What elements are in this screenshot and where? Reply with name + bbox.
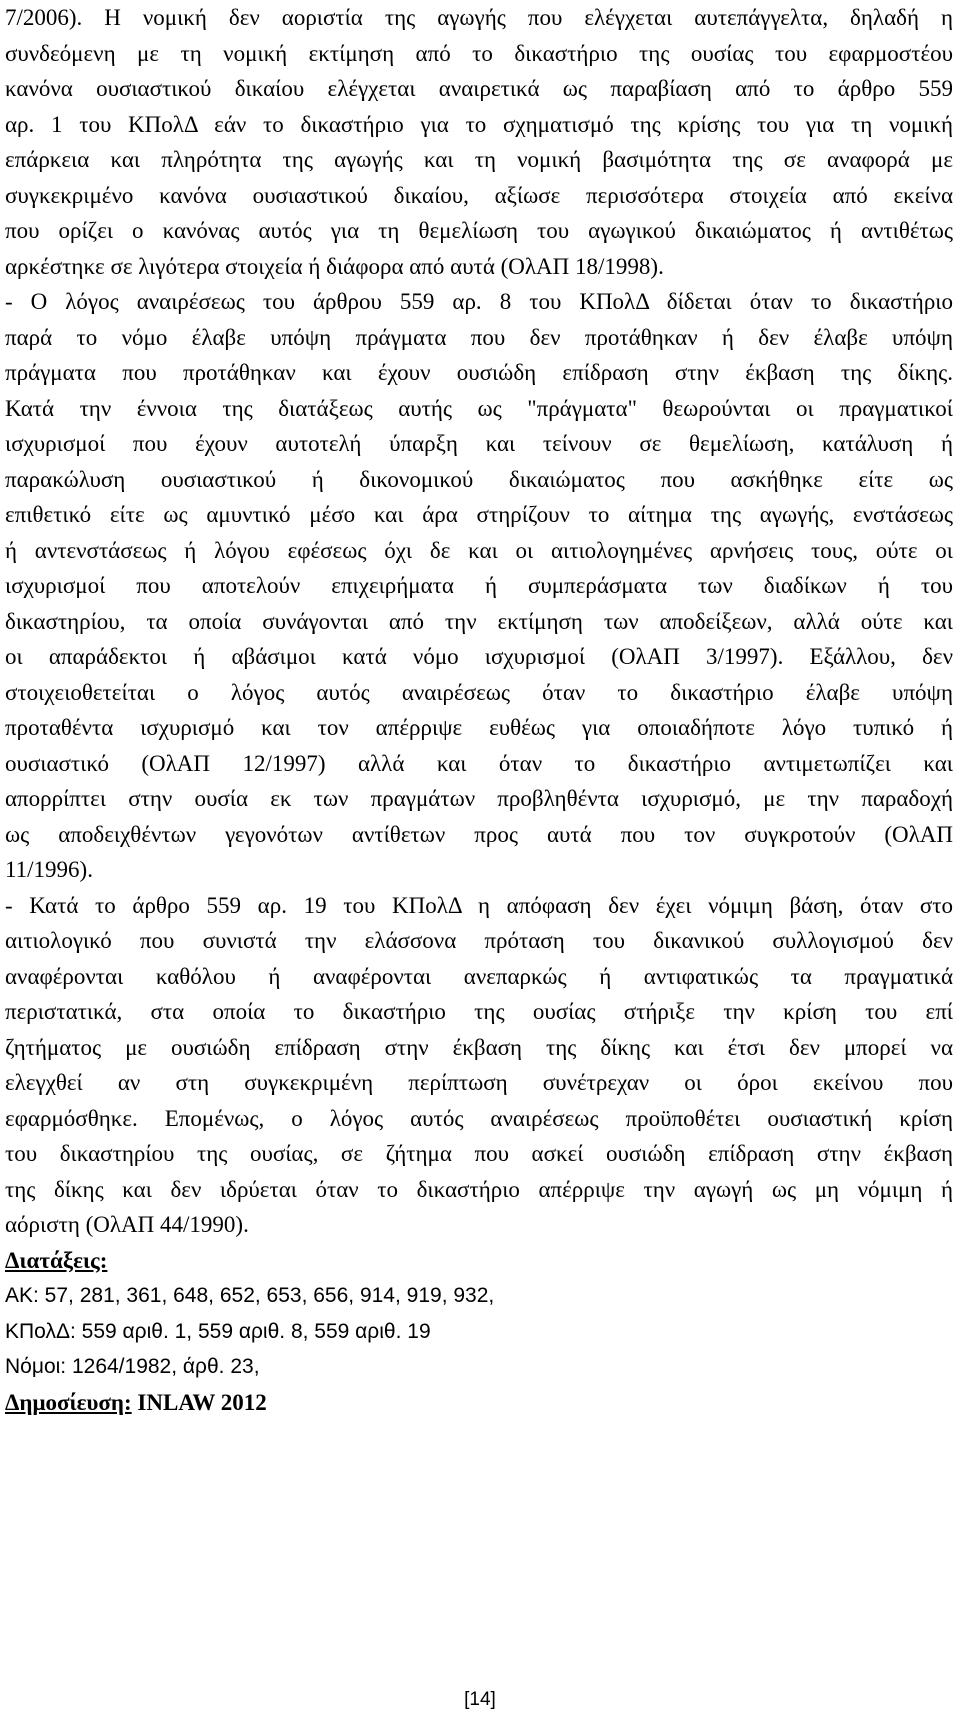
text-line: ουσιαστικό (ΟλΑΠ 12/1997) αλλά και όταν το δικαστήριο αντιμετωπίζει και	[5, 750, 953, 776]
text-line: - Κατά το άρθρο 559 αρ. 19 του ΚΠολΔ η απόφαση δεν έχει νόμιμη βάση, όταν στο	[5, 892, 953, 918]
text-line: της δίκης και δεν ιδρύεται όταν το δικαστήριο απέρριψε την αγωγή ως μη νόμιμη ή	[5, 1176, 953, 1202]
text-line: ή αντενστάσεως ή λόγου εφέσεως όχι δε και οι αιτιολογημένες αρνήσεις τους, ούτε οι	[5, 537, 953, 563]
text-line: ισχυρισμοί που αποτελούν επιχειρήματα ή συμπεράσματα των διαδίκων ή του	[5, 573, 953, 598]
text-line: συγκεκριμένο κανόνα ουσιαστικού δικαίου, αξίωσε περισσότερα στοιχεία από εκείνα	[5, 182, 953, 208]
text-line: ελεγχθεί αν στη συγκεκριμένη περίπτωση συνέτρεχαν οι όροι εκείνου που	[5, 1070, 953, 1095]
publication-line	[5, 1385, 953, 1421]
text-line: αόριστη (ΟλΑΠ 44/1990).	[5, 1212, 249, 1237]
paragraph-legal-vagueness	[5, 0, 953, 284]
text-line: ως αποδειχθέντων γεγονότων αντίθετων προς αυτά που τον συγκροτούν (ΟλΑΠ	[5, 821, 953, 847]
provision-line: Νόμοι: 1264/1982, άρθ. 23,	[5, 1355, 260, 1378]
text-line: επάρκεια και πληρότητα της αγωγής και τη νομική βασιμότητα της σε αναφορά με	[5, 147, 953, 172]
text-line: παρακώλυση ουσιαστικού ή δικονομικού δικαιώματος που ασκήθηκε είτε ως	[5, 466, 953, 492]
paragraph-article-559-19	[5, 888, 953, 1243]
text-line: αρκέστηκε σε λιγότερα στοιχεία ή διάφορα από αυτά (ΟλΑΠ 18/1998).	[5, 253, 664, 279]
text-line: του δικαστηρίου της ουσίας, σε ζήτημα που ασκεί ουσιώδη επίδραση στην έκβαση	[5, 1141, 953, 1166]
text-line: εφαρμόσθηκε. Επομένως, ο λόγος αυτός αναιρέσεως προϋποθέτει ουσιαστική κρίση	[5, 1105, 953, 1131]
text-line: αναφέρονται καθόλου ή αναφέρονται ανεπαρκώς ή αντιφατικώς τα πραγματικά	[5, 963, 953, 989]
text-line: επιθετικό είτε ως αμυντικό μέσο και άρα στηρίζουν το αίτημα της αγωγής, ενστάσεως	[5, 502, 953, 527]
text-line: που ορίζει ο κανόνας αυτός για τη θεμελίωση του αγωγικού δικαιώματος ή αντιθέτως	[5, 218, 953, 243]
publication-value: INLAW 2012	[131, 1389, 267, 1415]
text-line: περιστατικά, στα οποία το δικαστήριο της ουσίας στήριξε την κρίση του επί	[5, 999, 953, 1024]
text-line: 11/1996).	[5, 857, 93, 882]
text-line: δικαστηρίου, τα οποία συνάγονται από την εκτίμηση των αποδείξεων, αλλά ούτε και	[5, 608, 953, 634]
text-line: - Ο λόγος αναιρέσεως του άρθρου 559 αρ. 8 του ΚΠολΔ δίδεται όταν το δικαστήριο	[5, 289, 953, 314]
text-line: απορρίπτει στην ουσία εκ των πραγμάτων προβληθέντα ισχυρισμό, με την παραδοχή	[5, 786, 953, 811]
publication-label: Δημοσίευση:	[5, 1389, 132, 1415]
text-line: οι απαράδεκτοι ή αβάσιμοι κατά νόμο ισχυρισμοί (ΟλΑΠ 3/1997). Εξάλλου, δεν	[5, 644, 953, 669]
provision-line: ΑΚ: 57, 281, 361, 648, 652, 653, 656, 914, 919, 932,	[5, 1284, 495, 1307]
provisions-heading-line	[5, 1243, 953, 1279]
text-line: συνδεόμενη με τη νομική εκτίμηση από το δικαστήριο της ουσίας του εφαρμοστέου	[5, 40, 953, 66]
provisions-section	[5, 1243, 953, 1385]
text-line: παρά το νόμο έλαβε υπόψη πράγματα που δεν προτάθηκαν ή δεν έλαβε υπόψη	[5, 324, 953, 350]
page-number: [14]	[464, 1689, 496, 1710]
text-line: στοιχειοθετείται ο λόγος αυτός αναιρέσεως όταν το δικαστήριο έλαβε υπόψη	[5, 679, 953, 705]
text-line: πράγματα που προτάθηκαν και έχουν ουσιώδη επίδραση στην έκβαση της δίκης.	[5, 360, 953, 385]
text-line: αρ. 1 του ΚΠολΔ εάν το δικαστήριο για το σχηματισμό της κρίσης του για τη νομική	[5, 111, 953, 137]
text-line: ζητήματος με ουσιώδη επίδραση στην έκβαση της δίκης και έτσι δεν μπορεί να	[5, 1034, 953, 1060]
text-line: προταθέντα ισχυρισμό και τον απέρριψε ευθέως για οποιαδήποτε λόγο τυπικό ή	[5, 715, 953, 740]
text-line: κανόνα ουσιαστικού δικαίου ελέγχεται αναιρετικά ως παραβίαση από το άρθρο 559	[5, 76, 953, 101]
text-line: 7/2006). Η νομική δεν αοριστία της αγωγής που ελέγχεται αυτεπάγγελτα, δηλαδή η	[5, 5, 953, 30]
paragraph-article-559-8	[5, 284, 953, 888]
provision-line: ΚΠολΔ: 559 αριθ. 1, 559 αριθ. 8, 559 αριθ. 19	[5, 1319, 431, 1343]
text-line: Κατά την έννοια της διατάξεως αυτής ως "πράγματα" θεωρούνται οι πραγματικοί	[5, 395, 953, 421]
document-body	[5, 0, 953, 1420]
text-line: ισχυρισμοί που έχουν αυτοτελή ύπαρξη και τείνουν σε θεμελίωση, κατάλυση ή	[5, 431, 953, 456]
text-line: αιτιολογικό που συνιστά την ελάσσονα πρόταση του δικανικού συλλογισμού δεν	[5, 928, 953, 953]
provisions-heading: Διατάξεις:	[5, 1247, 108, 1273]
